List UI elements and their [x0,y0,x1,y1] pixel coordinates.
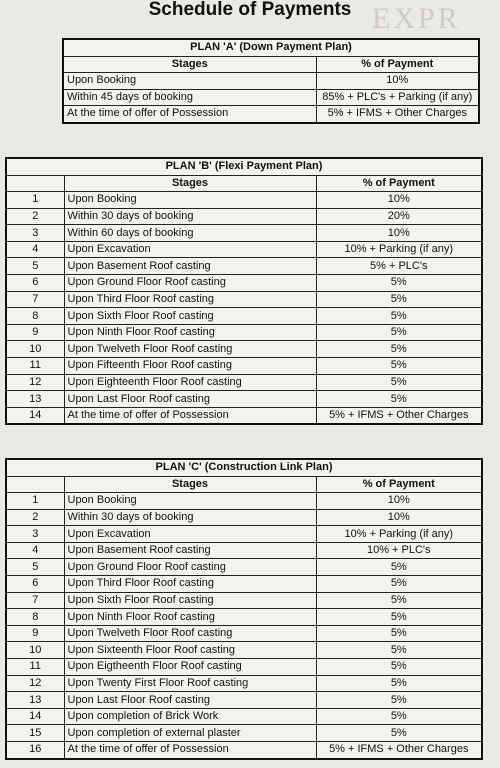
row-number: 9 [6,324,64,341]
table-row [63,73,479,90]
table-row [6,642,482,659]
payment-cell: 5% + IFMS + Other Charges [316,742,482,759]
stage-cell: Upon Third Floor Roof casting [64,291,316,308]
payment-cell: 5% [316,559,482,576]
row-number: 10 [6,642,64,659]
payment-cell: 5% [316,358,482,375]
table-row [6,341,482,358]
stage-cell: Upon Sixth Floor Roof casting [64,308,316,325]
payment-cell: 5% [316,609,482,626]
row-number: 13 [6,692,64,709]
plan-b-table [5,157,483,425]
plan-b-header-row [6,175,482,192]
table-row [6,407,482,424]
row-number: 14 [6,708,64,725]
stage-cell: Upon Sixth Floor Roof casting [64,592,316,609]
table-row [6,291,482,308]
row-number: 3 [6,225,64,242]
payment-cell: 5% [316,308,482,325]
row-number: 2 [6,509,64,526]
row-number: 5 [6,559,64,576]
table-row [6,542,482,559]
row-number: 9 [6,625,64,642]
row-number: 3 [6,526,64,543]
background-watermark-top: EXPR [372,2,461,35]
plan-b-percent-header: % of Payment [316,175,482,192]
payment-cell: 5% [316,391,482,408]
payment-cell: 5% [316,625,482,642]
row-number: 8 [6,308,64,325]
table-row [6,659,482,676]
stage-cell: Upon Booking [63,73,316,90]
payment-cell: 10% [316,225,482,242]
table-row [63,89,479,106]
payment-cell: 10% [316,73,479,90]
table-row [6,208,482,225]
plan-a-body [63,39,479,123]
payment-cell: 85% + PLC's + Parking (if any) [316,89,479,106]
row-number: 7 [6,592,64,609]
payment-cell: 20% [316,208,482,225]
stage-cell: Upon Excavation [64,526,316,543]
table-row [6,241,482,258]
row-number: 5 [6,258,64,275]
table-row [6,576,482,593]
plan-b-title: PLAN 'B' (Flexi Payment Plan) [6,158,482,175]
row-number: 8 [6,609,64,626]
plan-c-header-row [6,476,482,493]
payment-cell: 5% [316,592,482,609]
table-row [6,625,482,642]
payment-cell: 10% [316,493,482,510]
row-number: 4 [6,542,64,559]
stage-cell: Upon Basement Roof casting [64,258,316,275]
table-row [6,692,482,709]
plan-b-body [6,158,482,424]
stage-cell: Upon completion of Brick Work [64,708,316,725]
stage-cell: Upon Ninth Floor Roof casting [64,609,316,626]
stage-cell: Upon Eighteenth Floor Roof casting [64,374,316,391]
row-number: 13 [6,391,64,408]
table-row [6,526,482,543]
row-number: 11 [6,358,64,375]
table-row [6,725,482,742]
table-row [6,225,482,242]
stage-cell: Upon Last Floor Roof casting [64,391,316,408]
table-row [6,493,482,510]
stage-cell: At the time of offer of Possession [64,407,316,424]
row-number: 14 [6,407,64,424]
payment-cell: 5% [316,708,482,725]
table-row [6,308,482,325]
row-number: 10 [6,341,64,358]
plan-c-body [6,459,482,759]
plan-b-title-row [6,158,482,175]
table-row [6,192,482,209]
row-number: 7 [6,291,64,308]
stage-cell: Within 45 days of booking [63,89,316,106]
payment-cell: 5% [316,324,482,341]
stage-cell: Within 60 days of booking [64,225,316,242]
table-row [6,391,482,408]
plan-b-no-header [6,175,64,192]
plan-a-title: PLAN 'A' (Down Payment Plan) [63,39,479,56]
table-row [6,592,482,609]
table-row [6,708,482,725]
payment-cell: 5% [316,725,482,742]
payment-cell: 5% [316,374,482,391]
stage-cell: Upon Fifteenth Floor Roof casting [64,358,316,375]
stage-cell: Upon Ground Floor Roof casting [64,559,316,576]
plan-c-title: PLAN 'C' (Construction Link Plan) [6,459,482,476]
row-number: 12 [6,675,64,692]
table-row [6,374,482,391]
stage-cell: Upon Last Floor Roof casting [64,692,316,709]
payment-cell: 10% + Parking (if any) [316,241,482,258]
table-row [6,275,482,292]
table-row [6,258,482,275]
table-row [6,509,482,526]
page-title: Schedule of Payments [148,0,352,20]
payment-cell: 5% [316,275,482,292]
row-number: 4 [6,241,64,258]
payment-cell: 5% + PLC's [316,258,482,275]
stage-cell: Upon Booking [64,493,316,510]
table-row [63,106,479,123]
stage-cell: Upon Twelveth Floor Roof casting [64,341,316,358]
stage-cell: At the time of offer of Possession [64,742,316,759]
stage-cell: Within 30 days of booking [64,509,316,526]
payment-cell: 5% [316,692,482,709]
row-number: 6 [6,576,64,593]
plan-a-stages-header: Stages [63,56,316,73]
payment-cell: 5% [316,675,482,692]
table-row [6,324,482,341]
table-row [6,609,482,626]
row-number: 16 [6,742,64,759]
stage-cell: Upon Basement Roof casting [64,542,316,559]
payment-cell: 10% + Parking (if any) [316,526,482,543]
plan-c-percent-header: % of Payment [316,476,482,493]
plan-a-title-row [63,39,479,56]
plan-a-table [62,38,480,124]
payment-cell: 5% + IFMS + Other Charges [316,106,479,123]
payment-cell: 5% [316,576,482,593]
payment-cell: 10% [316,192,482,209]
plan-b-stages-header: Stages [64,175,316,192]
plan-c-title-row [6,459,482,476]
stage-cell: Upon Eigtheenth Floor Roof casting [64,659,316,676]
row-number: 12 [6,374,64,391]
stage-cell: Upon Twelveth Floor Roof casting [64,625,316,642]
table-row [6,559,482,576]
stage-cell: Upon Twenty First Floor Roof casting [64,675,316,692]
stage-cell: Upon Booking [64,192,316,209]
stage-cell: At the time of offer of Possession [63,106,316,123]
stage-cell: Upon Ninth Floor Roof casting [64,324,316,341]
payment-cell: 5% [316,291,482,308]
stage-cell: Upon Ground Floor Roof casting [64,275,316,292]
payment-cell: 5% [316,341,482,358]
stage-cell: Upon Excavation [64,241,316,258]
payment-cell: 10% [316,509,482,526]
table-row [6,742,482,759]
row-number: 11 [6,659,64,676]
row-number: 2 [6,208,64,225]
plan-c-no-header [6,476,64,493]
stage-cell: Within 30 days of booking [64,208,316,225]
payment-cell: 5% [316,642,482,659]
plan-c-stages-header: Stages [64,476,316,493]
row-number: 1 [6,192,64,209]
stage-cell: Upon Sixteenth Floor Roof casting [64,642,316,659]
table-row [6,675,482,692]
table-row [6,358,482,375]
payment-cell: 5% [316,659,482,676]
plan-a-percent-header: % of Payment [316,56,479,73]
payment-cell: 5% + IFMS + Other Charges [316,407,482,424]
row-number: 1 [6,493,64,510]
plan-a-header-row [63,56,479,73]
stage-cell: Upon completion of external plaster [64,725,316,742]
stage-cell: Upon Third Floor Roof casting [64,576,316,593]
row-number: 6 [6,275,64,292]
payment-cell: 10% + PLC's [316,542,482,559]
row-number: 15 [6,725,64,742]
plan-c-table [5,458,483,760]
